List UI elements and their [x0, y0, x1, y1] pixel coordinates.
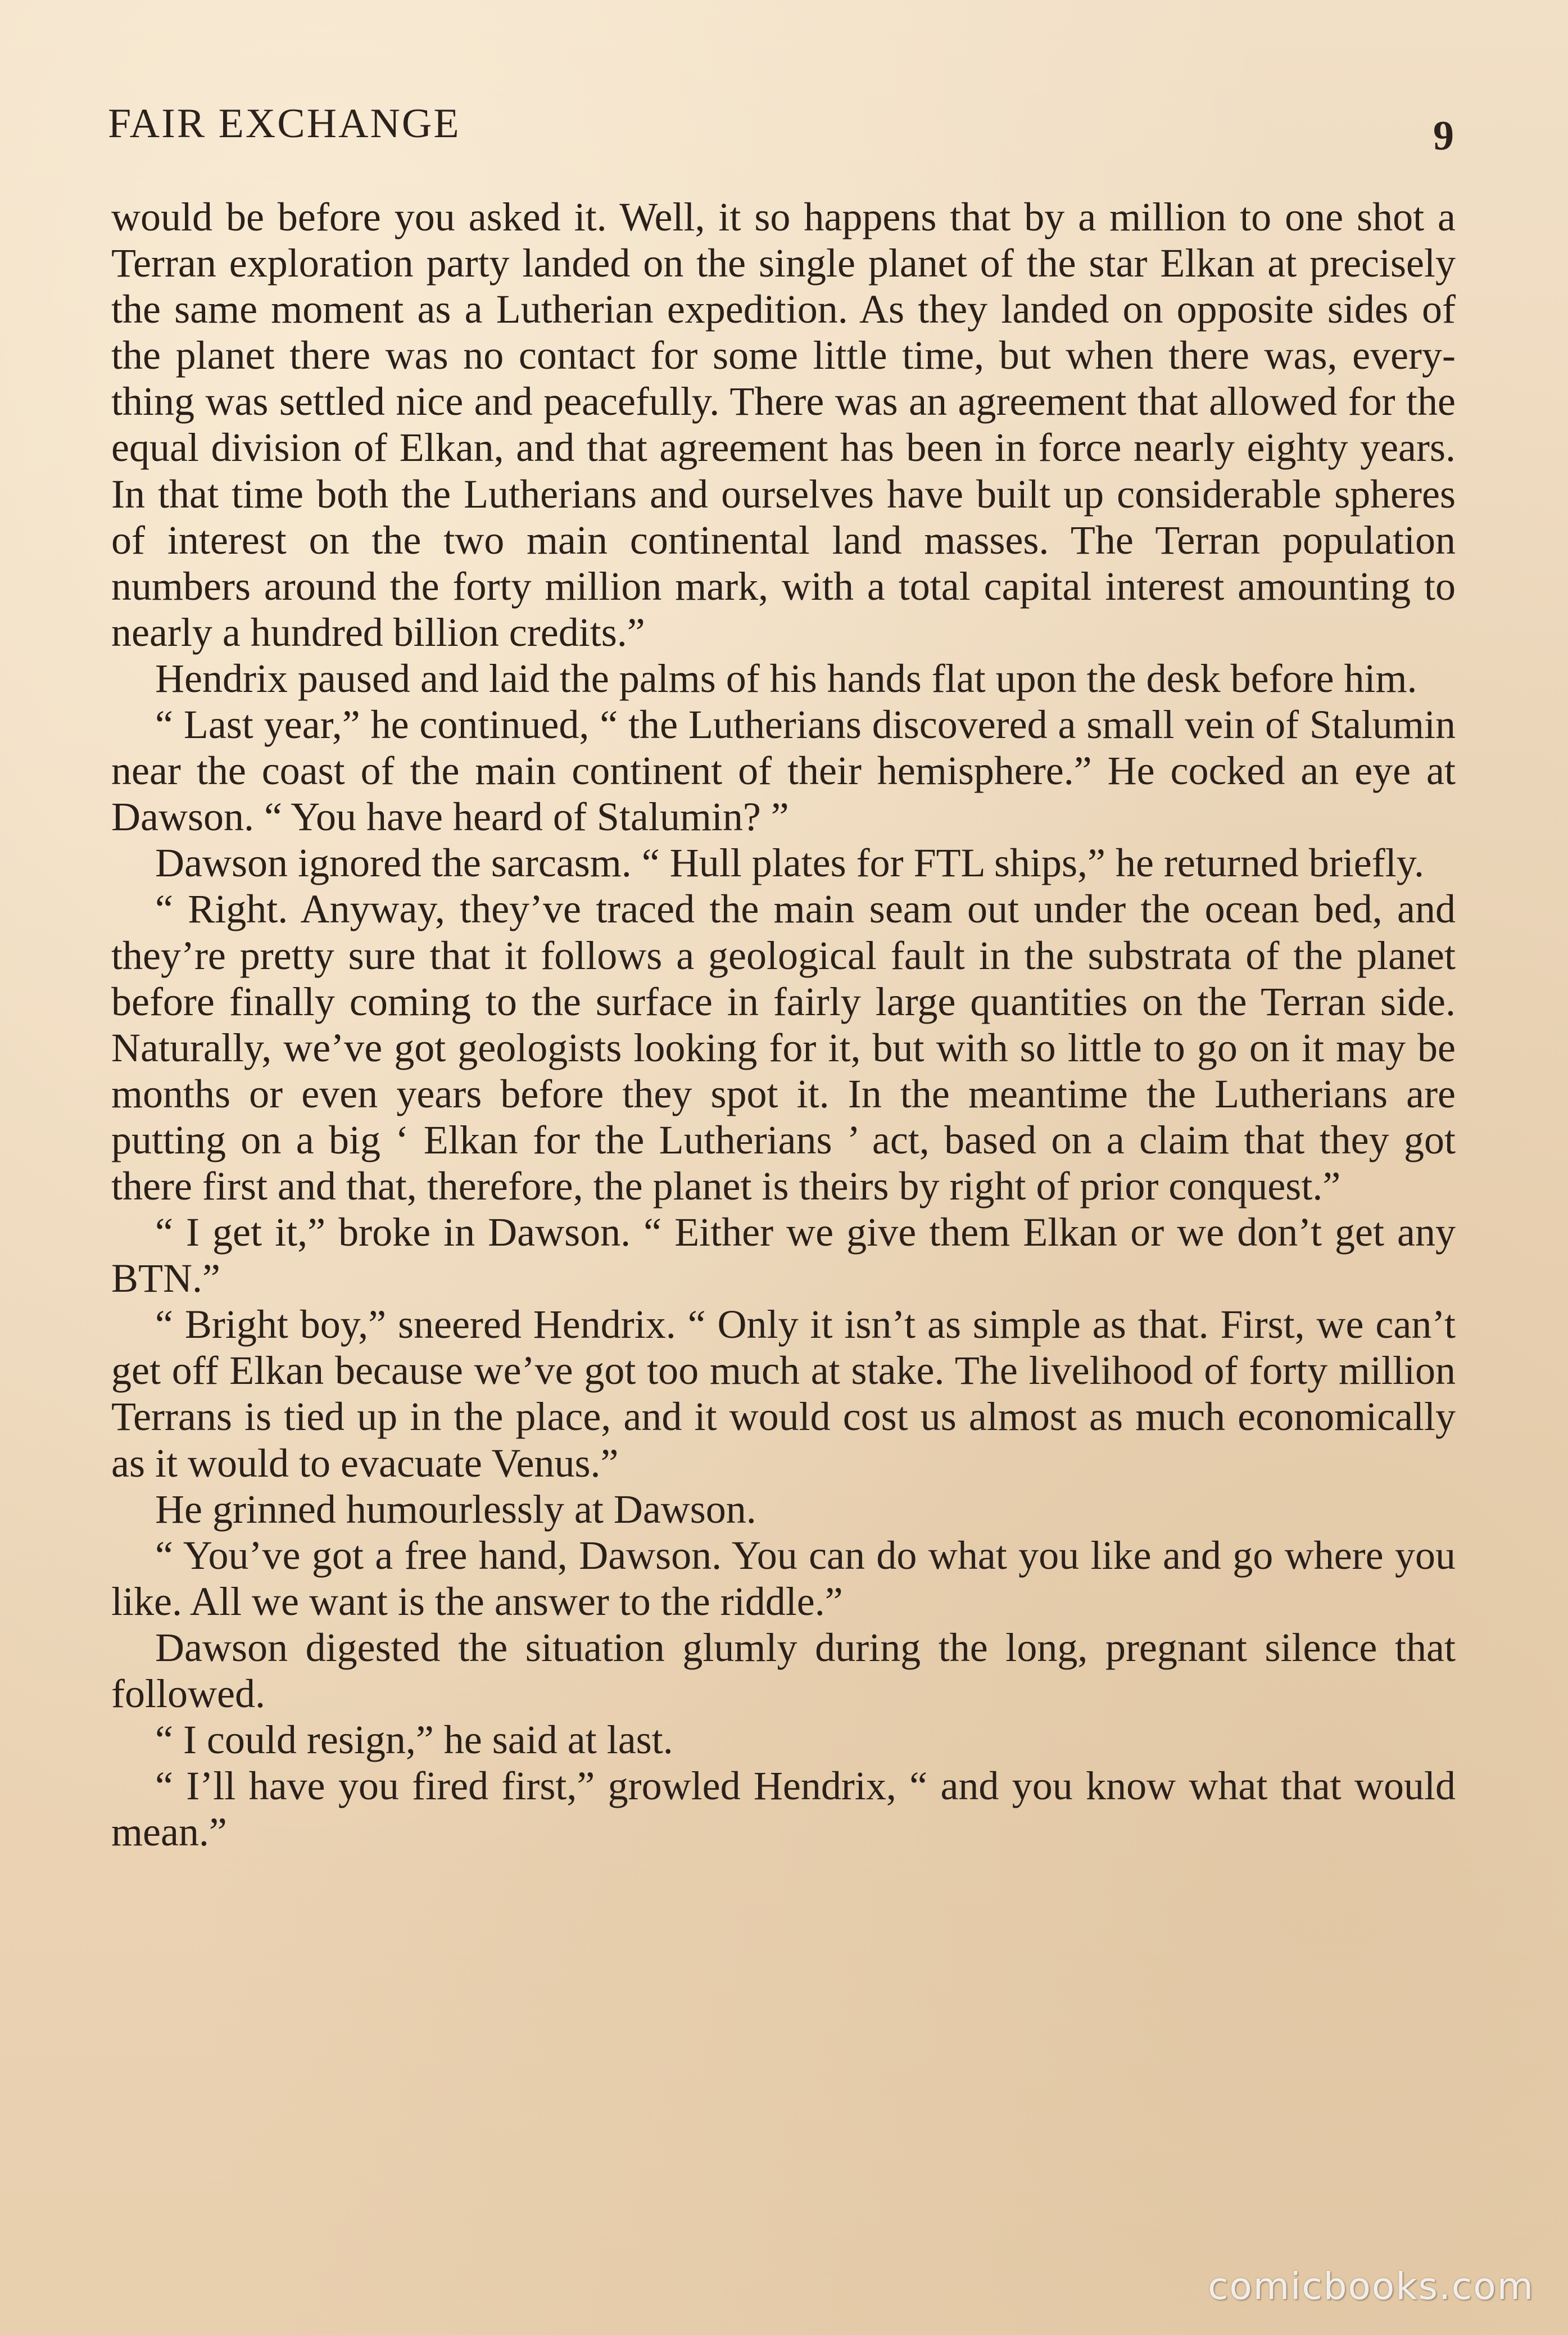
paragraph: “ Bright boy,” sneered Hendrix. “ Only it isn’t as simple as that. First, we can’t get off Elkan because we’ve got too much at stake. The livelihood of forty million Terrans is tied up in the place, and it would cost us almost as much economically as it would to evacuate Venus.” [111, 1302, 1456, 1486]
paragraph: Dawson digested the situation glumly during the long, pregnant silence that followed. [111, 1624, 1456, 1716]
paragraph: “ Last year,” he continued, “ the Lutherians discovered a small vein of Stalumin near the coast of the main continent of their hemisphere.” He cocked an eye at Dawson. “ You have heard of Stalumin? ” [111, 702, 1456, 840]
body-text [111, 194, 1456, 1855]
paragraph: “ Right. Anyway, they’ve traced the main seam out under the ocean bed, and they’re pretty sure that it follows a geological fault in the substrata of the planet before finally coming to the surface in fairly large quantities on the Terran side. Naturally, we’ve got geologists looking for it, but with so little to go on it may be months or even years before they spot it. In the meantime the Lutherians are putting on a big ‘ Elkan for the Lutherians ’ act, based on a claim that they got there first and that, therefore, the planet is theirs by right of prior conquest.” [111, 886, 1456, 1209]
watermark: comicbooks.com [1208, 2265, 1534, 2308]
paragraph: Dawson ignored the sarcasm. “ Hull plates for FTL ships,” he returned briefly. [155, 840, 1425, 886]
paragraph: “ You’ve got a free hand, Dawson. You can do what you like and go where you like. All we want is the answer to the riddle.” [111, 1532, 1456, 1624]
paragraph: He grinned humourlessly at Dawson. [155, 1486, 756, 1532]
paragraph: “ I get it,” broke in Dawson. “ Either we give them Elkan or we don’t get any BTN.” [111, 1210, 1456, 1301]
paragraph: would be before you asked it. Well, it so happens that by a million to one shot a Terran exploration party landed on the single planet of the star Elkan at precisely the same moment as a Lutherian expedition. As they landed on opposite sides of the planet there was no contact for some little time, but when there was, every-thing was settled nice and peacefully. There was an agreement that allowed for the equal division of Elkan, and that agreement has been in force nearly eighty years. In that time both the Lutherians and ourselves have built up considerable spheres of interest on the two main continental land masses. The Terran population numbers around the forty million mark, with a total capital interest amounting to nearly a hundred billion credits.” [111, 194, 1456, 655]
paragraph: “ I’ll have you fired first,” growled Hendrix, “ and you know what that would mean.” [111, 1763, 1456, 1855]
page-number: 9 [1433, 113, 1454, 159]
paragraph: Hendrix paused and laid the palms of his hands flat upon the desk before him. [155, 655, 1417, 701]
running-title: FAIR EXCHANGE [108, 101, 461, 147]
paragraph: “ I could resign,” he said at last. [155, 1717, 673, 1763]
